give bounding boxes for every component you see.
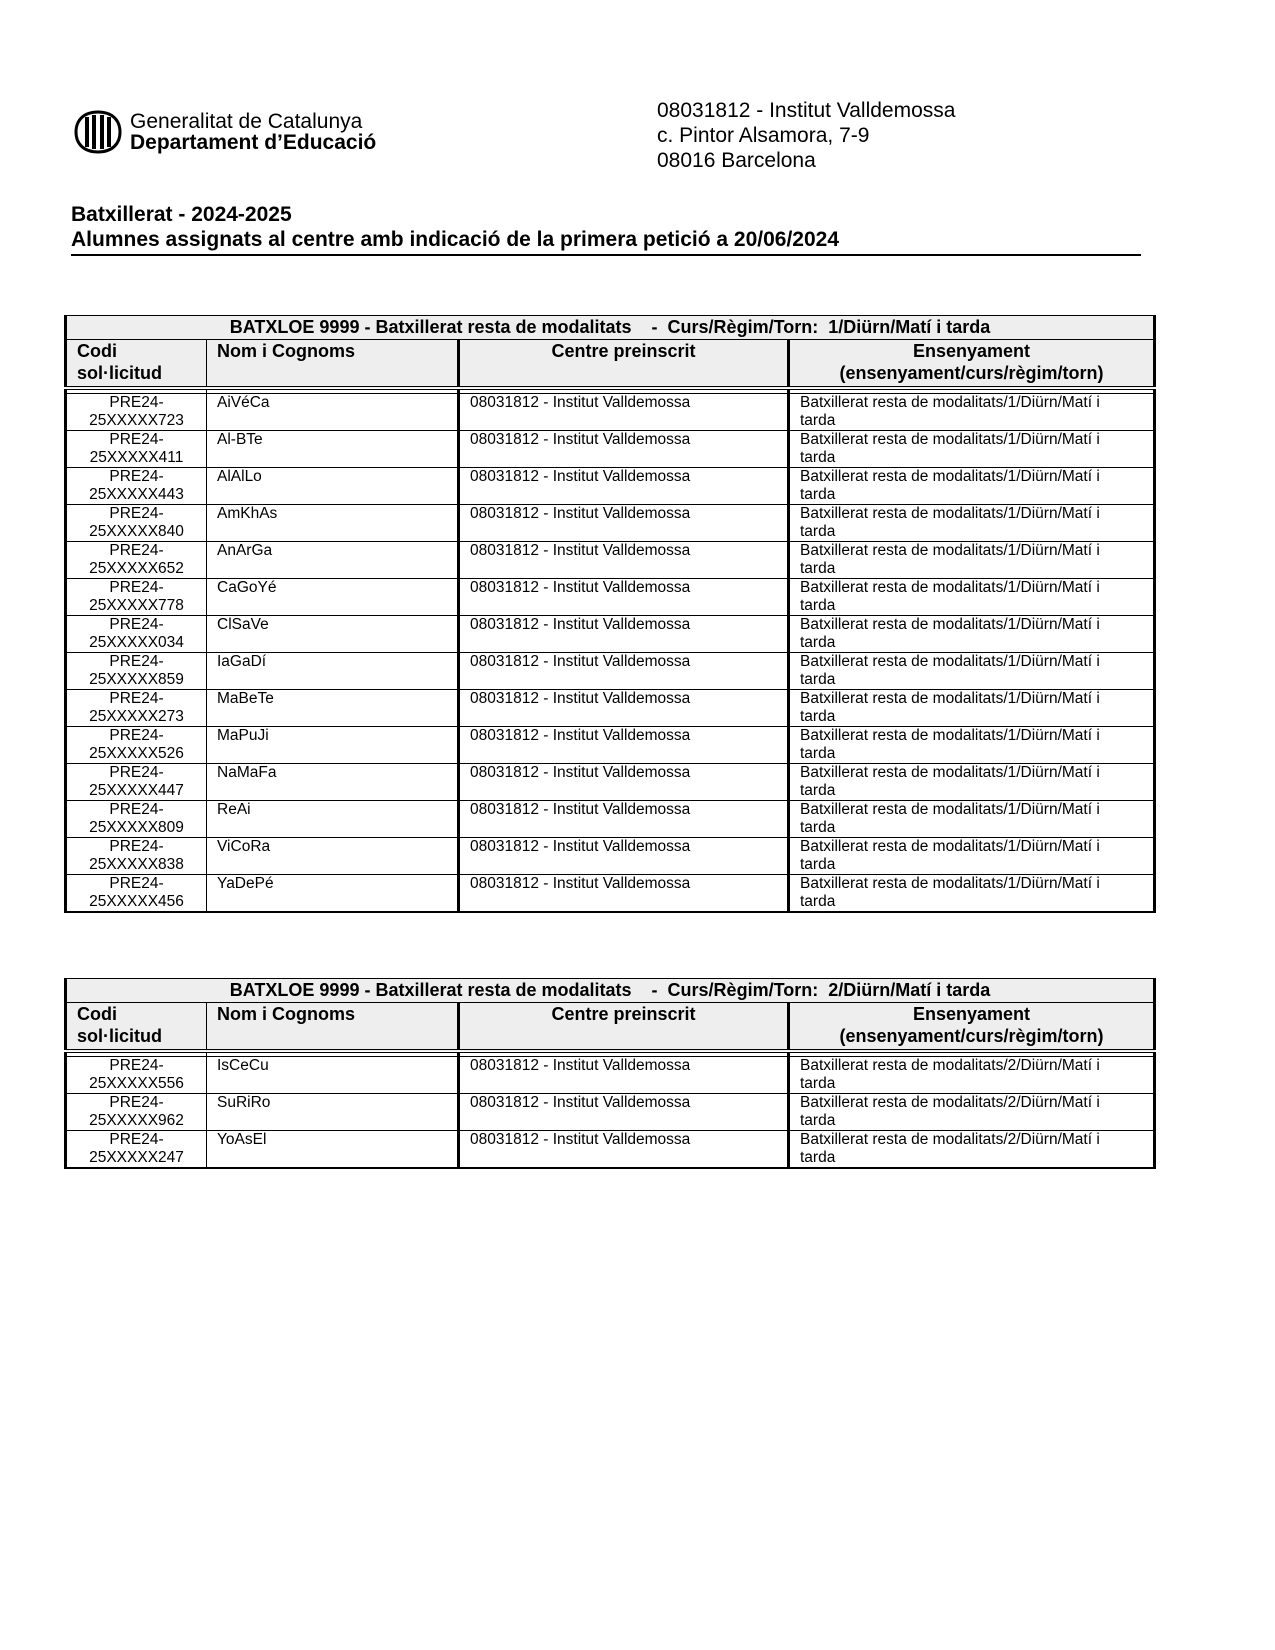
student-name-cell: ViCoRa: [207, 837, 459, 874]
table-row: [66, 726, 1155, 763]
ensenyament-line-2: tarda: [800, 670, 836, 688]
table-row: [66, 541, 1155, 578]
request-code-line-2: 25XXXXX273: [89, 707, 184, 725]
ensenyament-header-line-2: (ensenyament/curs/règim/torn): [839, 363, 1104, 383]
student-name-cell: Al-BTe: [207, 430, 459, 467]
table-header-row: [66, 340, 1155, 389]
ensenyament-line-2: tarda: [800, 892, 836, 910]
ensenyament-header-line-1: Ensenyament: [912, 341, 1031, 361]
column-header-centre: Centre preinscrit: [459, 340, 789, 389]
table-header-row: [66, 1003, 1155, 1052]
ensenyament-line-1: Batxillerat resta de modalitats/1/Diürn/Matí i: [800, 578, 1100, 596]
request-code-cell: [66, 1056, 207, 1093]
centre-cell: 08031812 - Institut Valldemossa: [459, 652, 789, 689]
request-code-line-1: PRE24-: [109, 393, 164, 411]
school-city: 08016 Barcelona: [657, 149, 816, 172]
table-caption: BATXLOE 9999 - Batxillerat resta de modalitats - Curs/Règim/Torn: 2/Diürn/Matí i tarda: [66, 979, 1155, 1003]
student-name-cell: NaMaFa: [207, 763, 459, 800]
table-row: [66, 689, 1155, 726]
logo-line-2: Departament d’Educació: [130, 131, 377, 154]
ensenyament-line-1: Batxillerat resta de modalitats/1/Diürn/Matí i: [800, 615, 1100, 633]
generalitat-logo: [74, 110, 376, 154]
title-line-2: Alumnes assignats al centre amb indicació de la primera petició a 20/06/2024: [71, 228, 840, 251]
table-row: [66, 578, 1155, 615]
request-code-line-2: 25XXXXX809: [89, 818, 184, 836]
centre-cell: 08031812 - Institut Valldemossa: [459, 393, 789, 430]
student-name-cell: ReAi: [207, 800, 459, 837]
request-code-line-2: 25XXXXX247: [89, 1148, 184, 1166]
ensenyament-header-line-2: (ensenyament/curs/règim/torn): [839, 1026, 1104, 1046]
request-code-line-2: 25XXXXX443: [89, 485, 184, 503]
request-code-line-1: PRE24-: [109, 874, 164, 892]
request-code-line-1: PRE24-: [109, 800, 164, 818]
request-code-line-2: 25XXXXX034: [89, 633, 184, 651]
student-name-cell: ClSaVe: [207, 615, 459, 652]
centre-cell: 08031812 - Institut Valldemossa: [459, 467, 789, 504]
school-address: [657, 98, 955, 173]
student-name-cell: AmKhAs: [207, 504, 459, 541]
request-code-line-2: 25XXXXX447: [89, 781, 184, 799]
table-row: [66, 800, 1155, 837]
table-row: [66, 763, 1155, 800]
request-code-line-2: 25XXXXX411: [89, 448, 184, 466]
centre-cell: 08031812 - Institut Valldemossa: [459, 800, 789, 837]
request-code-cell: [66, 504, 207, 541]
request-code-line-1: PRE24-: [109, 837, 164, 855]
ensenyament-line-1: Batxillerat resta de modalitats/2/Diürn/Matí i: [800, 1130, 1100, 1148]
request-code-cell: [66, 615, 207, 652]
ensenyament-cell: [789, 615, 1155, 652]
request-code-cell: [66, 430, 207, 467]
request-code-line-2: 25XXXXX778: [89, 596, 184, 614]
ensenyament-line-1: Batxillerat resta de modalitats/2/Diürn/Matí i: [800, 1093, 1100, 1111]
request-code-line-2: 25XXXXX556: [89, 1074, 184, 1092]
request-code-cell: [66, 1093, 207, 1130]
ensenyament-cell: [789, 430, 1155, 467]
request-code-line-2: 25XXXXX859: [89, 670, 184, 688]
request-code-cell: [66, 1130, 207, 1168]
student-name-cell: IsCeCu: [207, 1056, 459, 1093]
ensenyament-cell: [789, 1093, 1155, 1130]
ensenyament-line-1: Batxillerat resta de modalitats/1/Diürn/Matí i: [800, 504, 1100, 522]
request-code-line-1: PRE24-: [109, 652, 164, 670]
request-code-line-2: 25XXXXX526: [89, 744, 184, 762]
request-code-line-2: 25XXXXX840: [89, 522, 184, 540]
ensenyament-line-2: tarda: [800, 707, 836, 725]
ensenyament-line-2: tarda: [800, 1148, 836, 1166]
codi-header-line-2: sol·licitud: [77, 1026, 162, 1046]
ensenyament-line-1: Batxillerat resta de modalitats/1/Diürn/Matí i: [800, 430, 1100, 448]
centre-cell: 08031812 - Institut Valldemossa: [459, 578, 789, 615]
request-code-line-2: 25XXXXX962: [89, 1111, 184, 1129]
request-code-cell: [66, 726, 207, 763]
request-code-line-1: PRE24-: [109, 467, 164, 485]
ensenyament-cell: [789, 874, 1155, 912]
ensenyament-cell: [789, 541, 1155, 578]
table-row: [66, 874, 1155, 912]
request-code-line-1: PRE24-: [109, 504, 164, 522]
column-header-ensenyament: [789, 340, 1155, 389]
table-row: [66, 615, 1155, 652]
ensenyament-line-2: tarda: [800, 1111, 836, 1129]
centre-cell: 08031812 - Institut Valldemossa: [459, 689, 789, 726]
student-name-cell: AnArGa: [207, 541, 459, 578]
request-code-line-1: PRE24-: [109, 1093, 164, 1111]
ensenyament-line-1: Batxillerat resta de modalitats/1/Diürn/Matí i: [800, 652, 1100, 670]
column-header-codi: [66, 340, 207, 389]
request-code-cell: [66, 652, 207, 689]
ensenyament-cell: [789, 837, 1155, 874]
ensenyament-line-2: tarda: [800, 744, 836, 762]
ensenyament-line-2: tarda: [800, 485, 836, 503]
ensenyament-line-2: tarda: [800, 559, 836, 577]
ensenyament-line-1: Batxillerat resta de modalitats/1/Diürn/Matí i: [800, 837, 1100, 855]
ensenyament-cell: [789, 578, 1155, 615]
centre-cell: 08031812 - Institut Valldemossa: [459, 837, 789, 874]
column-header-nom: Nom i Cognoms: [207, 340, 459, 389]
students-table-group-1: [64, 315, 1156, 913]
request-code-line-1: PRE24-: [109, 1130, 164, 1148]
request-code-line-1: PRE24-: [109, 615, 164, 633]
document-title: [71, 202, 1141, 256]
table-caption: BATXLOE 9999 - Batxillerat resta de modalitats - Curs/Règim/Torn: 1/Diürn/Matí i tarda: [66, 316, 1155, 340]
student-name-cell: SuRiRo: [207, 1093, 459, 1130]
request-code-cell: [66, 393, 207, 430]
school-name: 08031812 - Institut Valldemossa: [657, 99, 956, 122]
table-caption-row: [66, 316, 1155, 340]
ensenyament-line-2: tarda: [800, 818, 836, 836]
ensenyament-cell: [789, 467, 1155, 504]
table-row: [66, 837, 1155, 874]
centre-cell: 08031812 - Institut Valldemossa: [459, 430, 789, 467]
table-row: [66, 430, 1155, 467]
request-code-line-1: PRE24-: [109, 689, 164, 707]
request-code-line-2: 25XXXXX456: [89, 892, 184, 910]
coat-of-arms-icon: [74, 110, 122, 154]
request-code-cell: [66, 837, 207, 874]
title-line-1: Batxillerat - 2024-2025: [71, 203, 292, 226]
request-code-cell: [66, 578, 207, 615]
student-name-cell: MaBeTe: [207, 689, 459, 726]
request-code-line-1: PRE24-: [109, 578, 164, 596]
table-caption-row: [66, 979, 1155, 1003]
table-row: [66, 1130, 1155, 1168]
ensenyament-line-1: Batxillerat resta de modalitats/1/Diürn/Matí i: [800, 763, 1100, 781]
codi-header-line-2: sol·licitud: [77, 363, 162, 383]
request-code-cell: [66, 874, 207, 912]
request-code-cell: [66, 541, 207, 578]
ensenyament-line-2: tarda: [800, 596, 836, 614]
centre-cell: 08031812 - Institut Valldemossa: [459, 874, 789, 912]
ensenyament-cell: [789, 504, 1155, 541]
ensenyament-line-1: Batxillerat resta de modalitats/1/Diürn/Matí i: [800, 726, 1100, 744]
column-header-nom: Nom i Cognoms: [207, 1003, 459, 1052]
logo-line-1: Generalitat de Catalunya: [130, 110, 363, 133]
ensenyament-line-2: tarda: [800, 411, 836, 429]
ensenyament-cell: [789, 393, 1155, 430]
codi-header-line-1: Codi: [77, 1004, 117, 1024]
table-row: [66, 504, 1155, 541]
request-code-cell: [66, 763, 207, 800]
centre-cell: 08031812 - Institut Valldemossa: [459, 726, 789, 763]
ensenyament-line-1: Batxillerat resta de modalitats/1/Diürn/Matí i: [800, 874, 1100, 892]
ensenyament-line-1: Batxillerat resta de modalitats/1/Diürn/Matí i: [800, 393, 1100, 411]
centre-cell: 08031812 - Institut Valldemossa: [459, 541, 789, 578]
ensenyament-cell: [789, 1130, 1155, 1168]
ensenyament-header-line-1: Ensenyament: [912, 1004, 1031, 1024]
request-code-line-2: 25XXXXX652: [89, 559, 184, 577]
ensenyament-line-1: Batxillerat resta de modalitats/1/Diürn/Matí i: [800, 689, 1100, 707]
ensenyament-line-2: tarda: [800, 1074, 836, 1092]
request-code-line-1: PRE24-: [109, 541, 164, 559]
table-row: [66, 1093, 1155, 1130]
centre-cell: 08031812 - Institut Valldemossa: [459, 615, 789, 652]
ensenyament-line-2: tarda: [800, 633, 836, 651]
student-name-cell: AlAlLo: [207, 467, 459, 504]
student-name-cell: MaPuJi: [207, 726, 459, 763]
table-row: [66, 1056, 1155, 1093]
request-code-line-1: PRE24-: [109, 430, 164, 448]
students-table-group-2: [64, 978, 1156, 1169]
request-code-line-2: 25XXXXX723: [89, 411, 184, 429]
ensenyament-cell: [789, 726, 1155, 763]
ensenyament-cell: [789, 800, 1155, 837]
ensenyament-line-2: tarda: [800, 522, 836, 540]
request-code-line-1: PRE24-: [109, 763, 164, 781]
request-code-cell: [66, 467, 207, 504]
centre-cell: 08031812 - Institut Valldemossa: [459, 1093, 789, 1130]
centre-cell: 08031812 - Institut Valldemossa: [459, 1130, 789, 1168]
student-name-cell: YaDePé: [207, 874, 459, 912]
student-name-cell: AiVéCa: [207, 393, 459, 430]
ensenyament-cell: [789, 1056, 1155, 1093]
ensenyament-line-2: tarda: [800, 855, 836, 873]
ensenyament-line-1: Batxillerat resta de modalitats/1/Diürn/Matí i: [800, 467, 1100, 485]
request-code-line-1: PRE24-: [109, 1056, 164, 1074]
centre-cell: 08031812 - Institut Valldemossa: [459, 504, 789, 541]
request-code-line-2: 25XXXXX838: [89, 855, 184, 873]
table-row: [66, 393, 1155, 430]
column-header-ensenyament: [789, 1003, 1155, 1052]
request-code-cell: [66, 689, 207, 726]
ensenyament-line-2: tarda: [800, 448, 836, 466]
ensenyament-line-1: Batxillerat resta de modalitats/1/Diürn/Matí i: [800, 800, 1100, 818]
student-name-cell: IaGaDí: [207, 652, 459, 689]
column-header-centre: Centre preinscrit: [459, 1003, 789, 1052]
ensenyament-line-2: tarda: [800, 781, 836, 799]
student-name-cell: YoAsEl: [207, 1130, 459, 1168]
school-street: c. Pintor Alsamora, 7-9: [657, 124, 870, 147]
centre-cell: 08031812 - Institut Valldemossa: [459, 1056, 789, 1093]
ensenyament-cell: [789, 652, 1155, 689]
request-code-cell: [66, 800, 207, 837]
student-name-cell: CaGoYé: [207, 578, 459, 615]
centre-cell: 08031812 - Institut Valldemossa: [459, 763, 789, 800]
request-code-line-1: PRE24-: [109, 726, 164, 744]
codi-header-line-1: Codi: [77, 341, 117, 361]
ensenyament-line-1: Batxillerat resta de modalitats/2/Diürn/Matí i: [800, 1056, 1100, 1074]
ensenyament-cell: [789, 763, 1155, 800]
table-row: [66, 652, 1155, 689]
column-header-codi: [66, 1003, 207, 1052]
ensenyament-cell: [789, 689, 1155, 726]
ensenyament-line-1: Batxillerat resta de modalitats/1/Diürn/Matí i: [800, 541, 1100, 559]
table-row: [66, 467, 1155, 504]
